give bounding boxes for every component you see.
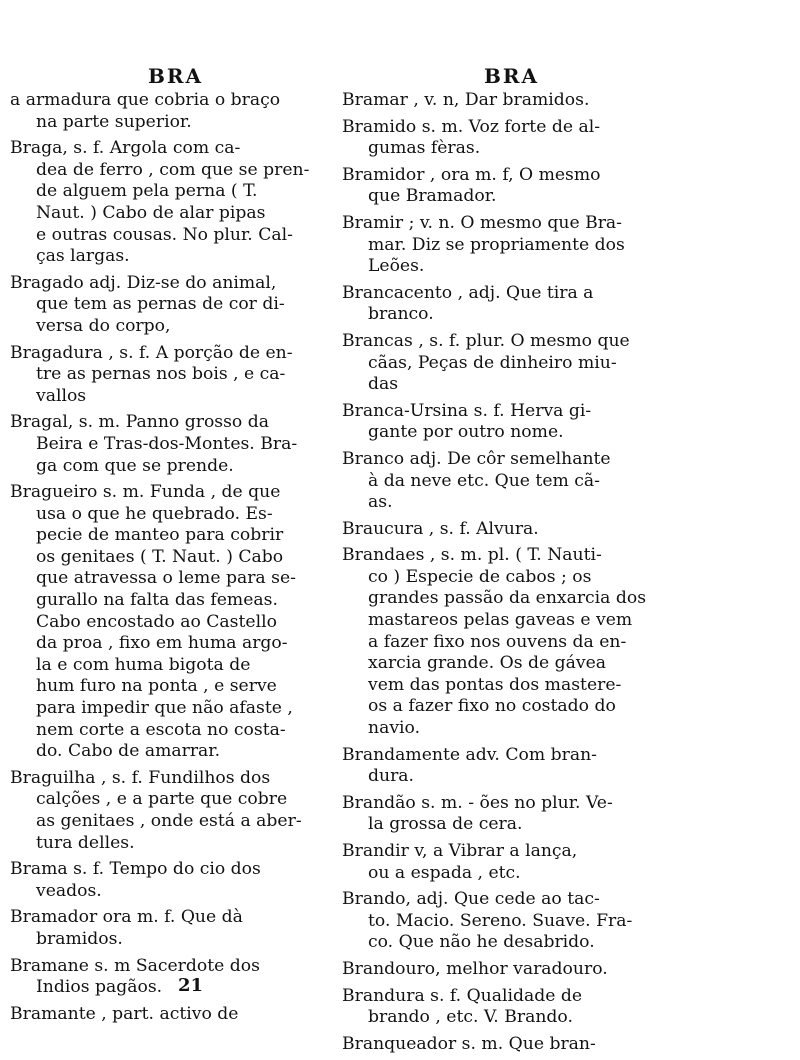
entry-line: ou a espada , etc. [368,862,521,883]
dictionary-entry [342,90,654,112]
entry-line: os genitaes ( T. Naut. ) Cabo [36,546,284,567]
dictionary-entry [342,449,654,514]
entry-line: Branco adj. De côr semelhante [342,448,611,469]
entry-line: Indios pagãos. [36,977,163,998]
entry-line: as. [368,492,393,513]
dictionary-entry [342,889,654,954]
entry-line: Naut. ) Cabo de alar pipas [36,202,266,223]
dictionary-entry [342,165,654,208]
entry-line: Brandouro, melhor varadouro. [342,958,608,979]
entry-line: que tem as pernas de cor di- [36,294,285,315]
entry-line: ga com que se prende. [36,455,234,476]
dictionary-entry [10,273,330,338]
entry-line: Beira e Tras-dos-Montes. Bra- [36,433,298,454]
right-column [342,90,654,1060]
entry-line: pecie de manteo para cobrir [36,525,284,546]
entry-line: gurallo na falta das femeas. [36,590,278,611]
dictionary-entry [342,545,654,739]
entry-line: e outras cousas. No plur. Cal- [36,224,293,245]
entry-line: Braga, s. f. Argola com ca- [10,138,241,159]
entry-line: Leões. [368,256,425,277]
page-number: 21 [178,975,204,996]
entry-line: Bramador ora m. f. Que dà [10,907,243,928]
entry-line: branco. [368,304,434,325]
entry-line: veados. [36,880,102,901]
entry-line: a armadura que cobria o braço [10,90,281,110]
entry-line: vallos [36,385,87,406]
entry-line: hum furo na ponta , e serve [36,676,277,697]
entry-line: Braucura , s. f. Alvura. [342,518,539,539]
dictionary-entry [10,482,330,763]
dictionary-entry [342,841,654,884]
dictionary-entry [342,283,654,326]
entry-line: calções , e a parte que cobre [36,789,288,810]
entry-line: Bramidor , ora m. f, O mesmo [342,164,601,185]
entry-line: tura delles. [36,832,135,853]
entry-line: da proa , fixo em huma argo- [36,633,288,654]
dictionary-entry [10,768,330,854]
dictionary-entry [342,793,654,836]
entry-line: os a fazer fixo no costado do [368,696,616,717]
entry-line: Brandão s. m. - ões no plur. Ve- [342,792,613,813]
entry-line: Bragueiro s. m. Funda , de que [10,482,281,503]
dictionary-entry [10,412,330,477]
entry-line: dura. [368,766,414,787]
entry-line: grandes passão da enxarcia dos [368,588,647,609]
entry-line: cãas, Peças de dinheiro miu- [368,352,617,373]
entry-line: tre as pernas nos bois , e ca- [36,364,286,385]
entry-line: Bramido s. m. Voz forte de al- [342,116,601,137]
entry-line: à da neve etc. Que tem cã- [368,470,600,491]
entry-line: para impedir que não afaste , [36,698,293,719]
entry-line: versa do corpo, [36,315,171,336]
dictionary-entry [342,331,654,396]
entry-line: Bramane s. m Sacerdote dos [10,955,260,976]
entry-line: Brandaes , s. m. pl. ( T. Nauti- [342,545,602,566]
entry-line: nem corte a escota no costa- [36,719,286,740]
right-running-head: BRA [484,64,540,88]
entry-line: gante por outro nome. [368,422,564,443]
entry-line: Brancas , s. f. plur. O mesmo que [342,330,630,351]
dictionary-entry [342,117,654,160]
entry-line: la e com huma bigota de [36,654,251,675]
entry-line: Brando, adj. Que cede ao tac- [342,889,600,910]
entry-line: Cabo encostado ao Castello [36,611,277,632]
dictionary-entry [10,138,330,268]
entry-line: usa o que he quebrado. Es- [36,503,273,524]
dictionary-entry [342,745,654,788]
entry-line: co ) Especie de cabos ; os [368,566,592,587]
dictionary-entry [10,907,330,950]
entry-line: as genitaes , onde está a aber- [36,811,302,831]
dictionary-entry [342,401,654,444]
dictionary-entry [342,519,654,541]
dictionary-entry [342,959,654,981]
entry-line: dea de ferro , com que se pren- [36,159,310,180]
entry-line: de alguem pela perna ( T. [36,181,258,202]
entry-line: to. Macio. Sereno. Suave. Fra- [368,910,633,931]
dictionary-entry [342,986,654,1029]
entry-line: a fazer fixo nos ouvens da en- [368,631,627,652]
entry-line: ças largas. [36,246,130,267]
dictionary-entry [10,343,330,408]
entry-line: mar. Diz se propriamente dos [368,234,625,255]
entry-line: xarcia grande. Os de gávea [368,653,607,674]
entry-line: Bragal, s. m. Panno grosso da [10,412,269,433]
entry-line: Bramir ; v. n. O mesmo que Bra- [342,212,622,233]
entry-line: Bramar , v. n, Dar bramidos. [342,90,590,110]
dictionary-entry [342,213,654,278]
entry-line: na parte superior. [36,111,192,132]
entry-line: brando , etc. V. Brando. [368,1007,573,1028]
entry-line: Branca-Ursina s. f. Herva gi- [342,400,592,421]
dictionary-entry [10,859,330,902]
left-column [10,90,330,1030]
dictionary-entry [342,1034,654,1056]
entry-line: Bragado adj. Diz-se do animal, [10,272,277,293]
entry-line: Brandura s. f. Qualidade de [342,985,583,1006]
entry-line: Brandamente adv. Com bran- [342,744,597,765]
dictionary-entry [10,1004,330,1026]
entry-line: mastareos pelas gaveas e vem [368,610,633,631]
entry-line: Bragadura , s. f. A porção de en- [10,342,293,363]
entry-line: Bramante , part. activo de [10,1003,239,1024]
entry-line: Brama s. f. Tempo do cio dos [10,859,261,880]
entry-line: la grossa de cera. [368,814,523,835]
entry-line: Branqueador s. m. Que bran- [342,1033,596,1054]
left-running-head: BRA [148,64,204,88]
dictionary-entry [10,90,330,133]
entry-line: gumas fèras. [368,138,481,159]
entry-line: Brandir v, a Vibrar a lança, [342,841,578,861]
entry-line: das [368,374,399,395]
entry-line: que atravessa o leme para se- [36,568,296,589]
entry-line: bramidos. [36,928,123,949]
entry-line: navio. [368,718,421,739]
entry-line: do. Cabo de amarrar. [36,741,221,762]
entry-line: vem das pontas dos mastere- [368,674,622,695]
entry-line: que Bramador. [368,186,497,207]
entry-line: Braguilha , s. f. Fundilhos dos [10,767,271,788]
dictionary-entry [10,956,330,999]
entry-line: Brancacento , adj. Que tira a [342,282,594,303]
entry-line: co. Que não he desabrido. [368,932,595,953]
